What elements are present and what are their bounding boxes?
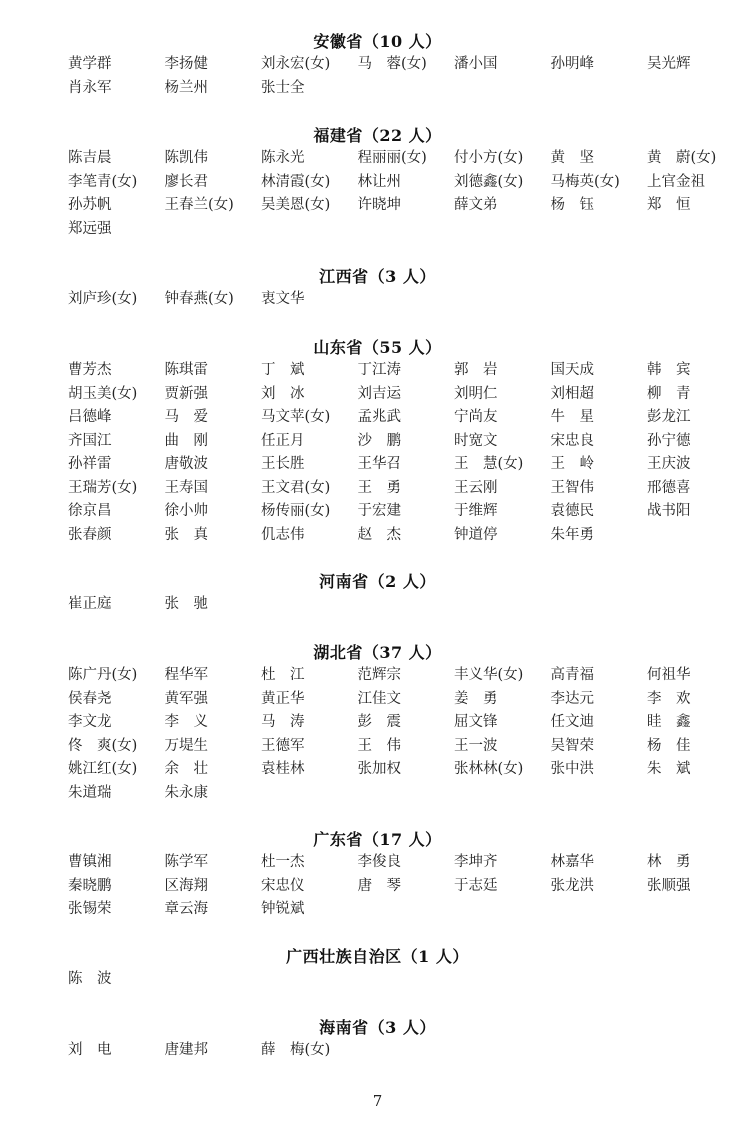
person-name: 王智伟 (550, 479, 594, 496)
person-name: 郑 恒 (647, 197, 691, 213)
person-name: 李 义 (164, 714, 208, 730)
person-name: 眭 鑫 (647, 714, 691, 730)
person-name: 朱永康 (164, 784, 208, 801)
person-name: 于宏建 (357, 503, 401, 519)
province-section (0, 642, 755, 805)
person-name: 张 驰 (164, 596, 208, 612)
person-name: 王 伟 (357, 737, 401, 754)
person-name: 崔正庭 (68, 596, 112, 612)
person-name: 王文君(女) (261, 479, 331, 496)
person-name: 许晓坤 (357, 197, 401, 213)
person-name: 刘相超 (550, 385, 594, 402)
person-name: 高青福 (550, 667, 594, 683)
name-list (68, 53, 748, 100)
person-name: 张顺强 (647, 877, 691, 894)
province-section (0, 266, 755, 312)
person-name: 牛 星 (550, 409, 594, 425)
person-name: 杨 钰 (550, 197, 594, 213)
person-name: 陈广丹(女) (68, 667, 138, 683)
person-name: 孙明峰 (550, 56, 594, 72)
person-name: 孙宁德 (647, 432, 691, 449)
person-name: 吴智荣 (550, 737, 594, 754)
person-name: 林 勇 (647, 854, 691, 870)
name-list (68, 968, 748, 992)
name-list (68, 593, 748, 617)
person-name: 钟锐斌 (261, 901, 305, 917)
person-name: 姜 勇 (454, 690, 498, 707)
person-name: 范辉宗 (357, 667, 401, 683)
person-name: 衷文华 (261, 291, 305, 307)
person-name: 钟道停 (454, 526, 498, 543)
person-name: 陈凯伟 (164, 150, 208, 166)
person-name: 李 欢 (647, 690, 691, 707)
person-name: 林嘉华 (550, 854, 594, 870)
person-name: 战书阳 (647, 503, 691, 519)
person-name: 宋忠仪 (261, 877, 305, 894)
person-name: 彭 震 (357, 714, 401, 730)
person-name: 刘 电 (68, 1042, 112, 1058)
person-name: 吴美恩(女) (261, 197, 331, 213)
province-section (0, 571, 755, 617)
person-name: 朱道瑞 (68, 784, 112, 801)
person-name: 唐建邦 (164, 1042, 208, 1058)
person-name: 王云刚 (454, 479, 498, 496)
name-list (68, 851, 748, 922)
person-name: 宁尚友 (454, 409, 498, 425)
person-name: 王德军 (261, 737, 305, 754)
person-name: 马梅英(女) (550, 173, 620, 190)
person-name: 朱 斌 (647, 761, 691, 777)
person-name: 上官金祖 (647, 173, 705, 190)
person-name: 林让州 (357, 173, 401, 190)
name-list (68, 1039, 748, 1063)
person-name: 于志廷 (454, 877, 498, 894)
name-list (68, 288, 748, 312)
person-name: 孟兆武 (357, 409, 401, 425)
person-name: 何祖华 (647, 667, 691, 683)
person-name: 张 真 (164, 526, 208, 543)
person-name: 张春颜 (68, 526, 112, 543)
person-name: 郑远强 (68, 220, 112, 237)
person-name: 张林林(女) (454, 761, 524, 777)
name-list (68, 664, 748, 805)
person-name: 宋忠良 (550, 432, 594, 449)
person-name: 余 壮 (164, 761, 208, 777)
province-section (0, 1017, 755, 1063)
section-title: 江西省（3 人） (319, 267, 436, 286)
person-name: 刘庐珍(女) (68, 291, 138, 307)
person-name: 孙苏帆 (68, 197, 112, 213)
person-name: 刘明仁 (454, 385, 498, 402)
section-title: 安徽省（10 人） (313, 32, 442, 51)
person-name: 王一波 (454, 737, 498, 754)
person-name: 李笔青(女) (68, 173, 138, 190)
person-name: 陈 波 (68, 971, 112, 987)
person-name: 马 爱 (164, 409, 208, 425)
person-name: 陈学军 (164, 854, 208, 870)
page-number: 7 (372, 1092, 383, 1110)
person-name: 杜一杰 (261, 854, 305, 870)
person-name: 杨兰州 (164, 79, 208, 96)
section-title: 广东省（17 人） (313, 830, 442, 849)
person-name: 王华召 (357, 456, 401, 472)
person-name: 贾新强 (164, 385, 208, 402)
person-name: 张锡荣 (68, 901, 112, 917)
person-name: 黄学群 (68, 56, 112, 72)
person-name: 郭 岩 (454, 362, 498, 378)
person-name: 朱年勇 (550, 526, 594, 543)
person-name: 孙祥雷 (68, 456, 112, 472)
person-name: 张加权 (357, 761, 401, 777)
person-name: 陈吉晨 (68, 150, 112, 166)
person-name: 杜 江 (261, 667, 305, 683)
person-name: 李扬健 (164, 56, 208, 72)
person-name: 王寿国 (164, 479, 208, 496)
person-name: 陈琪雷 (164, 362, 208, 378)
person-name: 仉志伟 (261, 526, 305, 543)
person-name: 张中洪 (550, 761, 594, 777)
person-name: 马 蓉(女) (357, 56, 427, 72)
person-name: 刘吉运 (357, 385, 401, 402)
person-name: 韩 宾 (647, 362, 691, 378)
person-name: 王庆波 (647, 456, 691, 472)
person-name: 林清霞(女) (261, 173, 331, 190)
person-name: 王春兰(女) (164, 197, 234, 213)
name-list (68, 147, 748, 241)
person-name: 李俊良 (357, 854, 401, 870)
person-name: 任正月 (261, 432, 305, 449)
person-name: 徐京昌 (68, 503, 112, 519)
name-list (68, 359, 748, 547)
person-name: 国天成 (550, 362, 594, 378)
person-name: 王 岭 (550, 456, 594, 472)
person-name: 侯春尧 (68, 690, 112, 707)
person-name: 邢德喜 (647, 479, 691, 496)
person-name: 曲 刚 (164, 432, 208, 449)
person-name: 肖永军 (68, 79, 112, 96)
person-name: 章云海 (164, 901, 208, 917)
person-name: 丁 斌 (261, 362, 305, 378)
person-name: 曹镇湘 (68, 854, 112, 870)
section-title: 海南省（3 人） (319, 1018, 436, 1037)
person-name: 姚江红(女) (68, 761, 138, 777)
person-name: 黄正华 (261, 690, 305, 707)
person-name: 沙 鹏 (357, 432, 401, 449)
person-name: 李坤齐 (454, 854, 498, 870)
person-name: 刘德鑫(女) (454, 173, 524, 190)
section-title: 山东省（55 人） (313, 338, 442, 357)
person-name: 杨传丽(女) (261, 503, 331, 519)
person-name: 江佳文 (357, 690, 401, 707)
person-name: 刘永宏(女) (261, 56, 331, 72)
province-section (0, 125, 755, 241)
person-name: 任文迪 (550, 714, 594, 730)
person-name: 胡玉美(女) (68, 385, 138, 402)
person-name: 区海翔 (164, 877, 208, 894)
person-name: 丰义华(女) (454, 667, 524, 683)
person-name: 吕德峰 (68, 409, 112, 425)
person-name: 万堤生 (164, 737, 208, 754)
person-name: 赵 杰 (357, 526, 401, 543)
province-section (0, 946, 755, 992)
person-name: 秦晓鹏 (68, 877, 112, 894)
person-name: 丁江涛 (357, 362, 401, 378)
person-name: 黄 蔚(女) (647, 150, 717, 166)
person-name: 曹芳杰 (68, 362, 112, 378)
person-name: 屈文锋 (454, 714, 498, 730)
section-title: 河南省（2 人） (319, 572, 436, 591)
person-name: 唐敬波 (164, 456, 208, 472)
person-name: 王瑞芳(女) (68, 479, 138, 496)
section-title: 福建省（22 人） (313, 126, 442, 145)
person-name: 马 涛 (261, 714, 305, 730)
person-name: 刘 冰 (261, 385, 305, 402)
person-name: 李达元 (550, 690, 594, 707)
person-name: 袁桂林 (261, 761, 305, 777)
section-title: 湖北省（37 人） (313, 643, 442, 662)
person-name: 杨 佳 (647, 737, 691, 754)
person-name: 李文龙 (68, 714, 112, 730)
person-name: 徐小帅 (164, 503, 208, 519)
person-name: 唐 琴 (357, 877, 401, 894)
person-name: 张士全 (261, 79, 305, 96)
person-name: 马文苹(女) (261, 409, 331, 425)
person-name: 王长胜 (261, 456, 305, 472)
person-name: 廖长君 (164, 173, 208, 190)
section-title: 广西壮族自治区（1 人） (286, 947, 469, 966)
person-name: 黄军强 (164, 690, 208, 707)
person-name: 潘小国 (454, 56, 498, 72)
province-section (0, 337, 755, 547)
person-name: 齐国江 (68, 432, 112, 449)
person-name: 于维辉 (454, 503, 498, 519)
province-section (0, 829, 755, 922)
person-name: 柳 青 (647, 385, 691, 402)
person-name: 付小方(女) (454, 150, 524, 166)
person-name: 程华军 (164, 667, 208, 683)
person-name: 钟春燕(女) (164, 291, 234, 307)
person-name: 彭龙江 (647, 409, 691, 425)
person-name: 时宽文 (454, 432, 498, 449)
person-name: 佟 爽(女) (68, 737, 138, 754)
person-name: 程丽丽(女) (357, 150, 427, 166)
province-section (0, 31, 755, 100)
person-name: 陈永光 (261, 150, 305, 166)
person-name: 黄 坚 (550, 150, 594, 166)
person-name: 袁德民 (550, 503, 594, 519)
person-name: 吴光辉 (647, 56, 691, 72)
person-name: 王 勇 (357, 479, 401, 496)
person-name: 薛文弟 (454, 197, 498, 213)
person-name: 张龙洪 (550, 877, 594, 894)
person-name: 薛 梅(女) (261, 1042, 331, 1058)
person-name: 王 慧(女) (454, 456, 524, 472)
